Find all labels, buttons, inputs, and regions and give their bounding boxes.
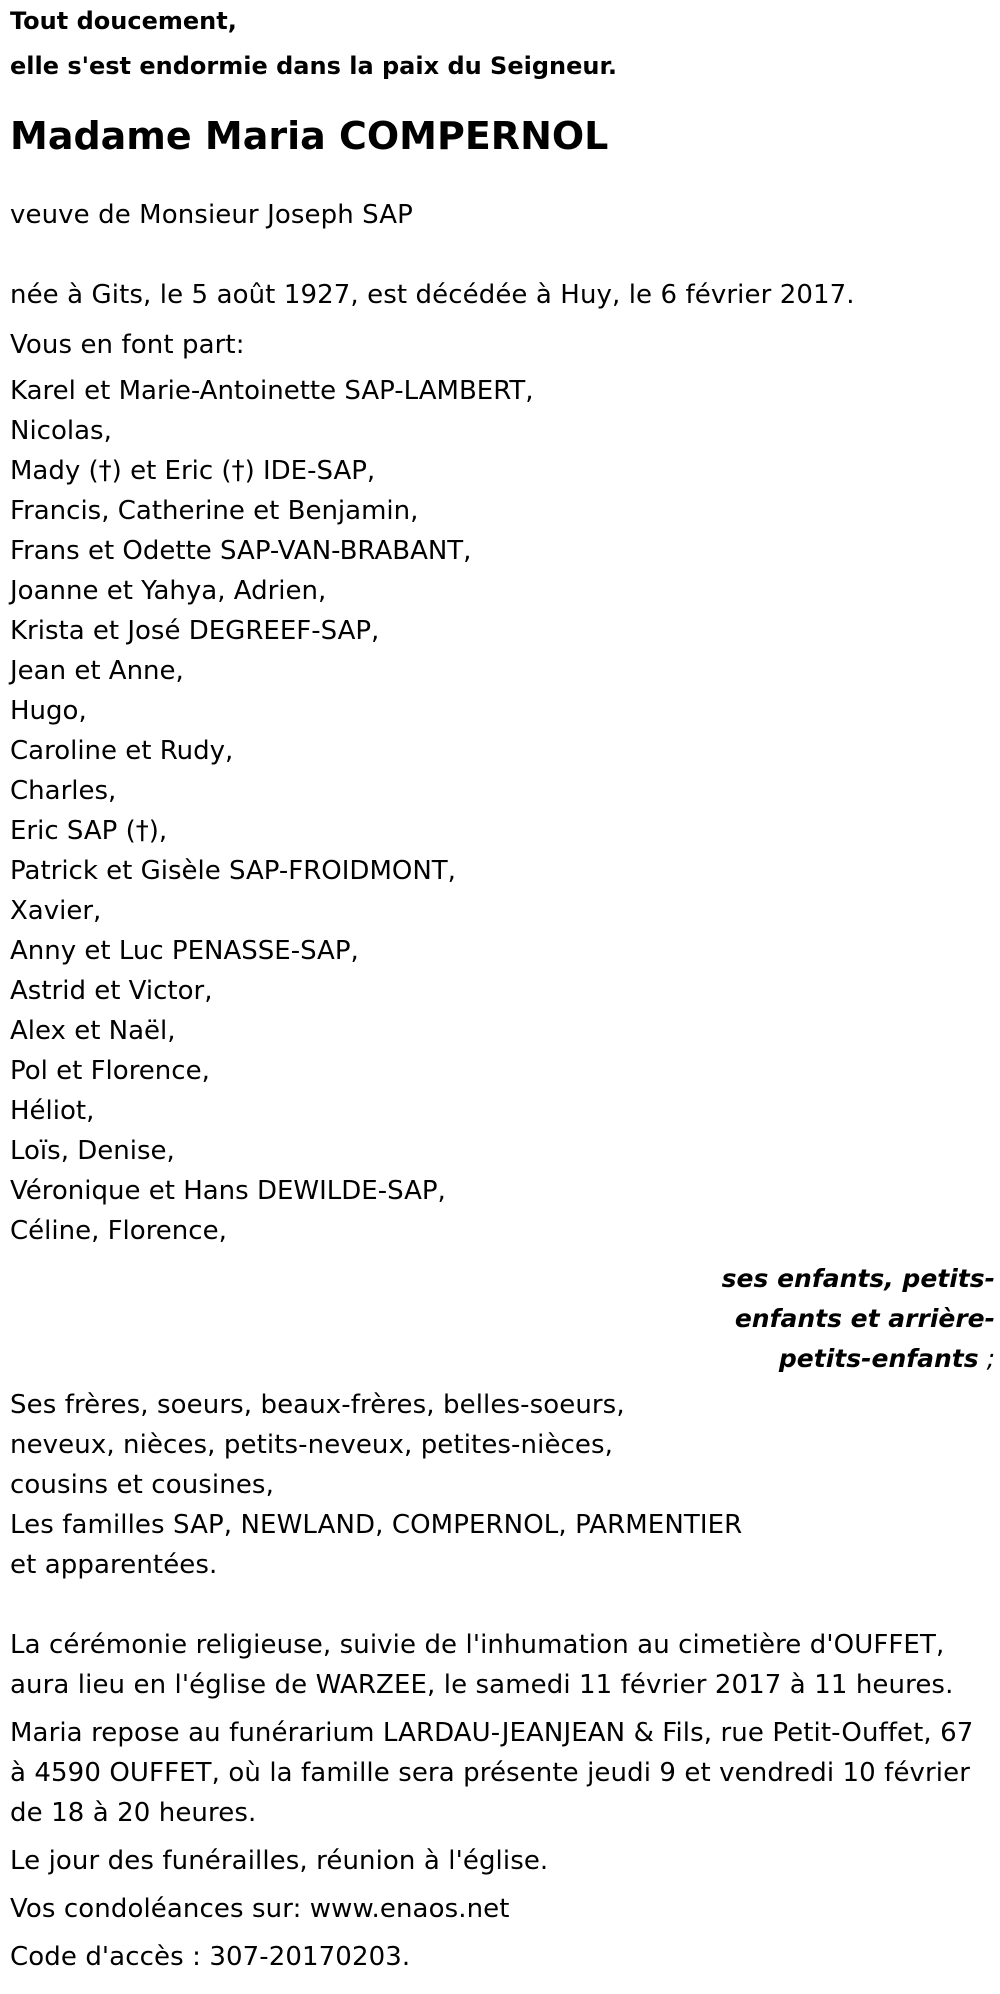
funeral-home-line-1: Maria repose au funérarium LARDAU-JEANJEAN & Fils, rue Petit-Ouffet, 67	[10, 1718, 974, 1748]
family-member: Charles,	[10, 776, 117, 806]
family-member: Caroline et Rudy,	[10, 736, 234, 766]
family-member: Astrid et Victor,	[10, 976, 213, 1006]
family-member: Krista et José DEGREEF-SAP,	[10, 616, 380, 646]
family-list	[10, 371, 990, 1251]
family-member: Héliot,	[10, 1096, 95, 1126]
family-member: Joanne et Yahya, Adrien,	[10, 576, 327, 606]
family-member: Hugo,	[10, 696, 87, 726]
intro-line-1: Tout doucement,	[10, 7, 237, 35]
family-member: Xavier,	[10, 896, 102, 926]
ceremony-line-1: La cérémonie religieuse, suivie de l'inhumation au cimetière d'OUFFET,	[10, 1630, 945, 1660]
family-member: Eric SAP (†),	[10, 816, 168, 846]
intro-line-2: elle s'est endormie dans la paix du Seigneur.	[10, 52, 618, 80]
family-member: Karel et Marie-Antoinette SAP-LAMBERT,	[10, 376, 534, 406]
widow-of: veuve de Monsieur Joseph SAP	[10, 200, 413, 230]
funeral-home-line-3: de 18 à 20 heures.	[10, 1798, 257, 1828]
relation-line-2: enfants et arrière-	[734, 1304, 995, 1333]
extended-family-line: neveux, nièces, petits-neveux, petites-nièces,	[10, 1430, 614, 1460]
family-member: Francis, Catherine et Benjamin,	[10, 496, 419, 526]
family-member: Frans et Odette SAP-VAN-BRABANT,	[10, 536, 472, 566]
condolences-info: Vos condoléances sur: www.enaos.net	[10, 1894, 510, 1924]
family-member: Nicolas,	[10, 416, 112, 446]
funeral-home-line-2: à 4590 OUFFET, où la famille sera présente jeudi 9 et vendredi 10 février	[10, 1758, 971, 1788]
family-member: Mady (†) et Eric (†) IDE-SAP,	[10, 456, 376, 486]
family-member: Véronique et Hans DEWILDE-SAP,	[10, 1176, 446, 1206]
extended-family-line: cousins et cousines,	[10, 1470, 274, 1500]
extended-family-line: Les familles SAP, NEWLAND, COMPERNOL, PARMENTIER	[10, 1510, 743, 1540]
family-member: Pol et Florence,	[10, 1056, 210, 1086]
family-member: Patrick et Gisèle SAP-FROIDMONT,	[10, 856, 456, 886]
funeral-home-info	[10, 1713, 990, 1833]
meeting-info: Le jour des funérailles, réunion à l'église.	[10, 1846, 549, 1876]
access-code: Code d'accès : 307-20170203.	[10, 1942, 411, 1972]
announcement-line: Vous en font part:	[10, 330, 245, 360]
ceremony-line-2: aura lieu en l'église de WARZEE, le samedi 11 février 2017 à 11 heures.	[10, 1670, 954, 1700]
extended-family-line: Ses frères, soeurs, beaux-frères, belles-soeurs,	[10, 1390, 625, 1420]
relation-line-3: petits-enfants	[778, 1344, 979, 1373]
relation-punctuation: ;	[978, 1344, 995, 1373]
family-member: Alex et Naël,	[10, 1016, 176, 1046]
family-member: Jean et Anne,	[10, 656, 184, 686]
relation-caption	[10, 1259, 995, 1379]
extended-family	[10, 1385, 990, 1585]
relation-line-1: ses enfants, petits-	[721, 1264, 995, 1293]
family-member: Céline, Florence,	[10, 1216, 227, 1246]
deceased-name: Madame Maria COMPERNOL	[10, 114, 609, 158]
extended-family-line: et apparentées.	[10, 1550, 218, 1580]
ceremony-info	[10, 1625, 990, 1705]
family-member: Loïs, Denise,	[10, 1136, 175, 1166]
birth-death-dates: née à Gits, le 5 août 1927, est décédée à Huy, le 6 février 2017.	[10, 280, 855, 310]
family-member: Anny et Luc PENASSE-SAP,	[10, 936, 359, 966]
